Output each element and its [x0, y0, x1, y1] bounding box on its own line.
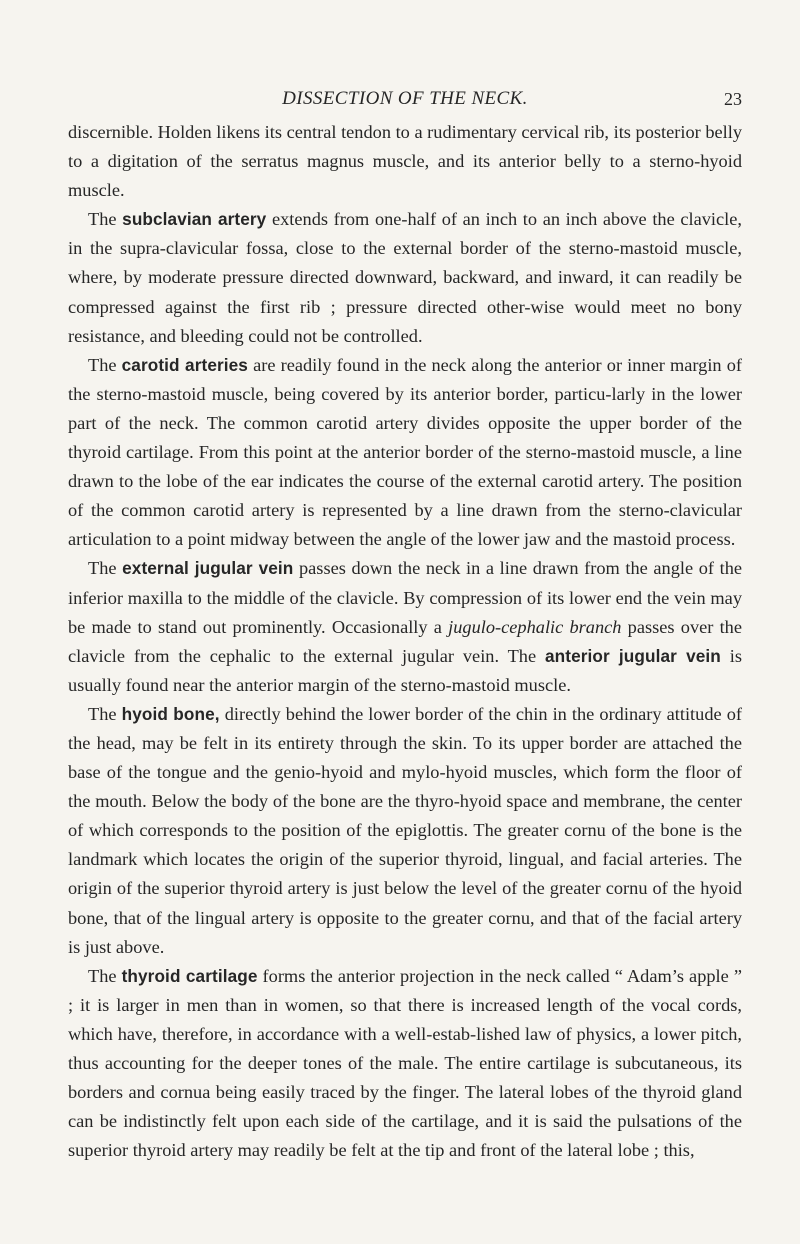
paragraph-digastric-continuation	[68, 118, 742, 205]
italic-jugulo-cephalic-branch: jugulo-cephalic branch	[448, 616, 622, 637]
paragraph-text: extends from one-half of an inch to an inch above the clavicle, in the supra-clavicular fossa, close to the external border of the sterno-mastoid muscle, where, by moderate pressure directed downward, backward, and inward, it can readily be compressed against the first rib ; pressure directed other-wise would meet no bony resistance, and bleeding could not be controlled.	[68, 209, 742, 346]
body-text	[68, 118, 742, 1165]
paragraph-lead: The	[88, 209, 123, 230]
paragraph-carotid-arteries	[68, 351, 742, 555]
paragraph-text: discernible. Holden likens its central tendon to a rudimentary cervical rib, its posterior belly to a digitation of the serratus magnus muscle, and its anterior belly to a sterno-hyoid muscle.	[68, 122, 742, 201]
paragraph-lead: The	[88, 558, 123, 579]
running-title: DISSECTION OF THE NECK.	[282, 88, 528, 109]
paragraph-subclavian-artery	[68, 205, 742, 350]
running-head	[68, 0, 742, 118]
paragraph-text: passes down the neck in a line drawn from the angle of the inferior maxilla to the middle of the clavicle. By compression of its lower end the vein may be made to stand out prominently. Occasionally a	[68, 558, 743, 637]
paragraph-lead: The	[88, 354, 122, 375]
term-hyoid-bone: hyoid bone,	[121, 703, 220, 724]
paragraph-text-3: is usually found near the anterior margin of the sterno-mastoid muscle.	[68, 645, 742, 695]
paragraph-thyroid-cartilage	[68, 962, 742, 1166]
term-anterior-jugular-vein: anterior jugular vein	[544, 645, 721, 666]
paragraph-hyoid-bone	[68, 700, 742, 962]
term-external-jugular-vein: external jugular vein	[122, 558, 294, 579]
paragraph-text: are readily found in the neck along the anterior or inner margin of the sterno-mastoid muscle, being covered by its anterior border, particu-larly in the lower part of the neck. The common carotid artery divides opposite the upper border of the thyroid cartilage. From this point at the anterior border of the sterno-mastoid muscle, a line drawn to the lobe of the ear indicates the course of the external carotid artery. The position of the common carotid artery is represented by a line drawn from the sterno-clavicular articulation to a point midway between the angle of the lower jaw and the mastoid process.	[68, 354, 742, 550]
term-carotid-arteries: carotid arteries	[121, 354, 248, 375]
paragraph-text-2: passes over the clavicle from the cephalic to the external jugular vein. The	[68, 616, 742, 666]
paragraph-text: forms the anterior projection in the neck called “ Adam’s apple ” ; it is larger in men than in women, so that there is increased length of the vocal cords, which have, therefore, in accordance with a well-estab-lished law of physics, a lower pitch, thus accounting for the deeper tones of the male. The entire cartilage is subcutaneous, its borders and cornua being easily traced by the finger. The lateral lobes of the thyroid gland can be indistinctly felt upon each side of the cartilage, and it is said the pulsations of the superior thyroid artery may readily be felt at the tip and front of the lateral lobe ; this,	[68, 965, 742, 1161]
paragraph-lead: The	[88, 965, 122, 986]
term-subclavian-artery: subclavian artery	[122, 209, 267, 230]
paragraph-jugular-veins	[68, 554, 742, 699]
page-number: 23	[724, 89, 742, 109]
paragraph-lead: The	[88, 703, 122, 724]
paragraph-text: directly behind the lower border of the chin in the ordinary attitude of the head, may be felt in its entirety through the skin. To its upper border are attached the base of the tongue and the genio-hyoid and mylo-hyoid muscles, which form the floor of the mouth. Below the body of the bone are the thyro-hyoid space and membrane, the center of which corresponds to the position of the epiglottis. The greater cornu of the bone is the landmark which locates the origin of the superior thyroid, lingual, and facial arteries. The origin of the superior thyroid artery is just below the level of the greater cornu of the hyoid bone, that of the lingual artery is opposite to the greater cornu, and that of the facial artery is just above.	[68, 703, 742, 957]
term-thyroid-cartilage: thyroid cartilage	[121, 965, 258, 986]
